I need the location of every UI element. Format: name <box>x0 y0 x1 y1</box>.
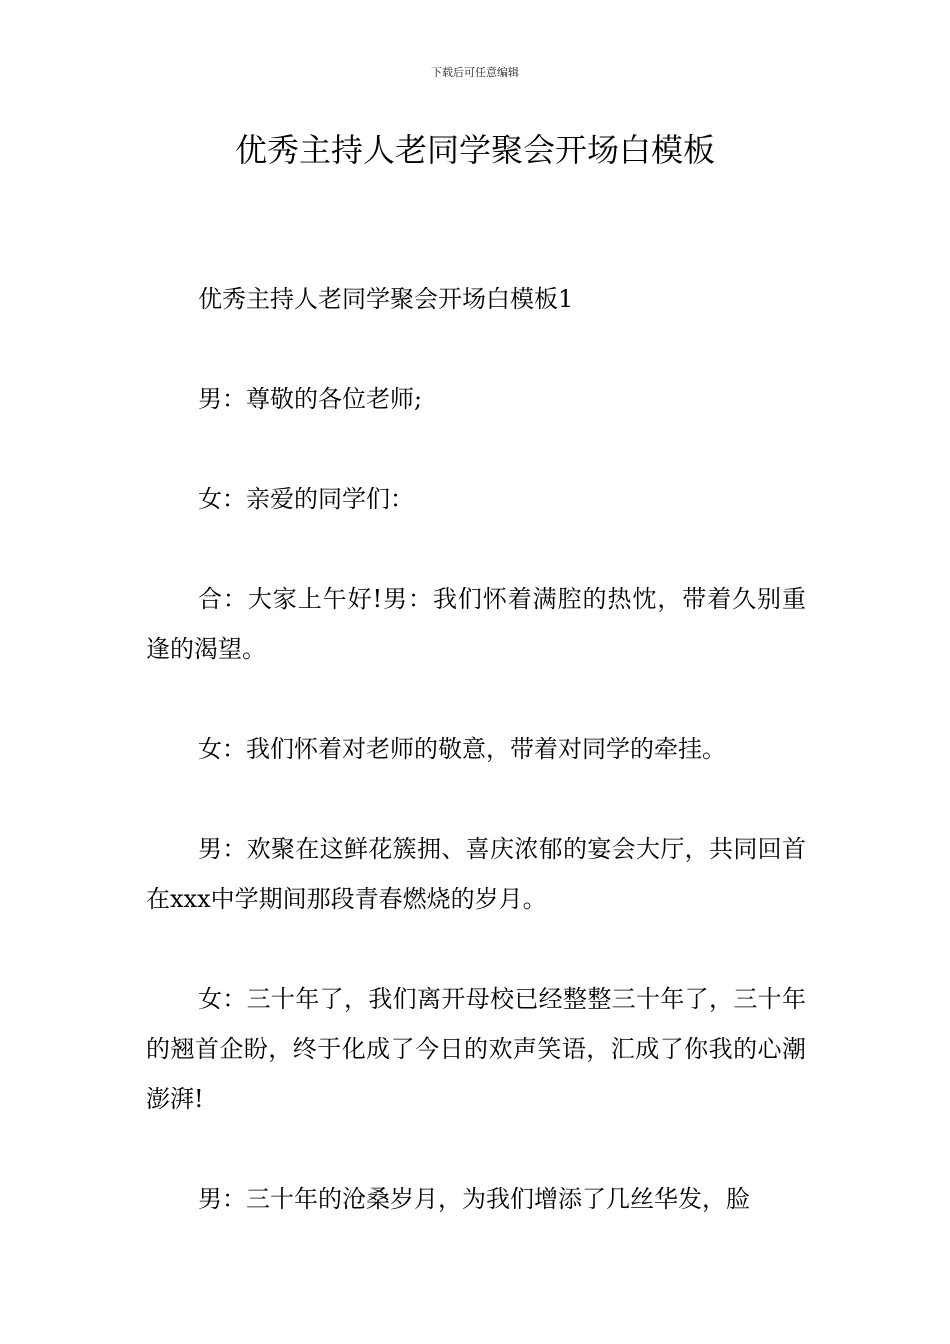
paragraph: 男：欢聚在这鲜花簇拥、喜庆浓郁的宴会大厅，共同回首在xxx中学期间那段青春燃烧的岁月。 <box>146 835 806 913</box>
paragraph: 女：三十年了，我们离开母校已经整整三十年了，三十年的翘首企盼，终于化成了今日的欢声笑语，汇成了你我的心潮澎湃! <box>146 985 806 1113</box>
document-title: 优秀主持人老同学聚会开场白模板 <box>234 131 715 169</box>
paragraph-heading: 优秀主持人老同学聚会开场白模板1 <box>198 285 574 313</box>
document-body <box>146 274 806 1274</box>
paragraph: 男：三十年的沧桑岁月，为我们增添了几丝华发，脸 <box>198 1185 750 1213</box>
paragraph: 合：大家上午好!男：我们怀着满腔的热忱，带着久别重逢的渴望。 <box>146 585 806 663</box>
header-note: 下载后可任意编辑 <box>431 66 519 79</box>
paragraph: 男：尊敬的各位老师; <box>198 385 423 413</box>
paragraph: 女：亲爱的同学们： <box>198 485 414 513</box>
paragraph: 女：我们怀着对老师的敬意，带着对同学的牵挂。 <box>198 735 726 763</box>
